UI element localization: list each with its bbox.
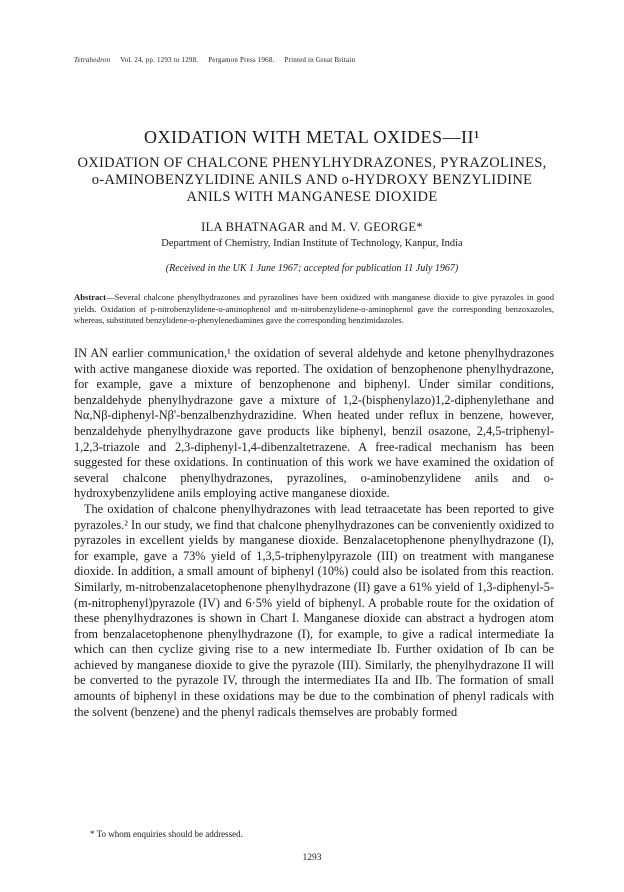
authors: ILA BHATNAGAR and M. V. GEORGE* [201,220,423,234]
affiliation: Department of Chemistry, Indian Institute of Technology, Kanpur, India [161,238,463,249]
printed-in: Printed in Great Britain [284,56,356,64]
abstract-text: —Several chalcone phenylhydrazones and pyrazolines have been oxidized with manganese dioxide to give pyrazoles in good yields. Oxidation of p-nitrobenzylidene-o-aminophenol and m-nitrobenzylidene-o-aminophenol gave the corresponding benzoxazoles, whereas, substituted benzylidene-o-phenylenediamines gave the corresponding benzimidazoles. [74,292,554,325]
page-number: 1293 [302,853,322,863]
paper-subtitle [74,155,550,206]
publisher: Pergamon Press 1968. [208,56,275,64]
running-header [74,56,554,64]
abstract [74,292,554,327]
subtitle-line: ANILS WITH MANGANESE DIOXIDE [186,189,438,205]
paragraph: The oxidation of chalcone phenylhydrazones with lead tetraacetate has been reported to give pyrazoles.² In our study, we find that chalcone phenylhydrazones can be conveniently oxidized to pyrazoles in excellent yields by manganese dioxide. Benzalacetophenone phenylhydrazone (I), for example, gave a 73% yield of 1,3,5-triphenylpyrazole (III) on treatment with manganese dioxide. In addition, a small amount of biphenyl (10%) could also be isolated from this reaction. Similarly, m-nitrobenzalacetophenone phenylhydrazone (II) gave a 61% yield of 1,3-diphenyl-5-(m-nitrophenyl)pyrazole (IV) and 6·5% yield of biphenyl. A probable route for the oxidation of these phenylhydrazones is shown in Chart I. Manganese dioxide can abstract a hydrogen atom from benzalacetophenone phenylhydrazone (I), for example, to give a radical intermediate Ia which can then cyclize giving rise to a new intermediate Ib. Further oxidation of Ib can be achieved by manganese dioxide to give the pyrazole (III). Similarly, the phenylhydrazone II will be converted to the pyrazole IV, through the intermediates IIa and IIb. The formation of small amounts of biphenyl in these oxidations may be due to the combination of phenyl radicals with the solvent (benzene) and the phenyl radicals themselves are probably formed [74,501,554,719]
received-dates: (Received in the UK 1 June 1967; accepted for publication 11 July 1967) [165,263,459,274]
journal-name: Tetrahedron [74,56,111,64]
body-text [74,346,554,720]
subtitle-line: OXIDATION OF CHALCONE PHENYLHYDRAZONES, PYRAZOLINES, [77,155,547,171]
paper-title: OXIDATION WITH METAL OXIDES—II¹ [144,127,480,147]
footnote: * To whom enquiries should be addressed. [90,829,243,839]
paragraph: IN AN earlier communication,¹ the oxidation of several aldehyde and ketone phenylhydrazones with active manganese dioxide was reported. The oxidation of benzophenone phenylhydrazone, for example, gave a mixture of benzophenone and biphenyl. Under similar conditions, benzaldehyde phenylhydrazone gave a mixture of 1,2-(bisphenylazo)1,2-diphenylethane and Nα,Nβ-diphenyl-Nβ'-benzalbenzhydrazidine. When heated under reflux in benzene, however, benzaldehyde phenylhydrazone gave products like biphenyl, benzil osazone, 2,4,5-triphenyl-1,2,3-triazole and 2,3-diphenyl-1,4-dibenzaltetrazene. A free-radical mechanism has been suggested for these oxidations. In continuation of this work we have examined the oxidation of several chalcone phenylhydrazones, pyrazolines, o-aminobenzylidene anils and o-hydroxybenzylidene anils employing active manganese dioxide. [74,346,554,501]
volume-pages: Vol. 24, pp. 1293 to 1298. [120,56,199,64]
abstract-label: Abstract [74,292,106,302]
subtitle-line: o-AMINOBENZYLIDINE ANILS AND o-HYDROXY BENZYLIDINE [91,172,533,188]
